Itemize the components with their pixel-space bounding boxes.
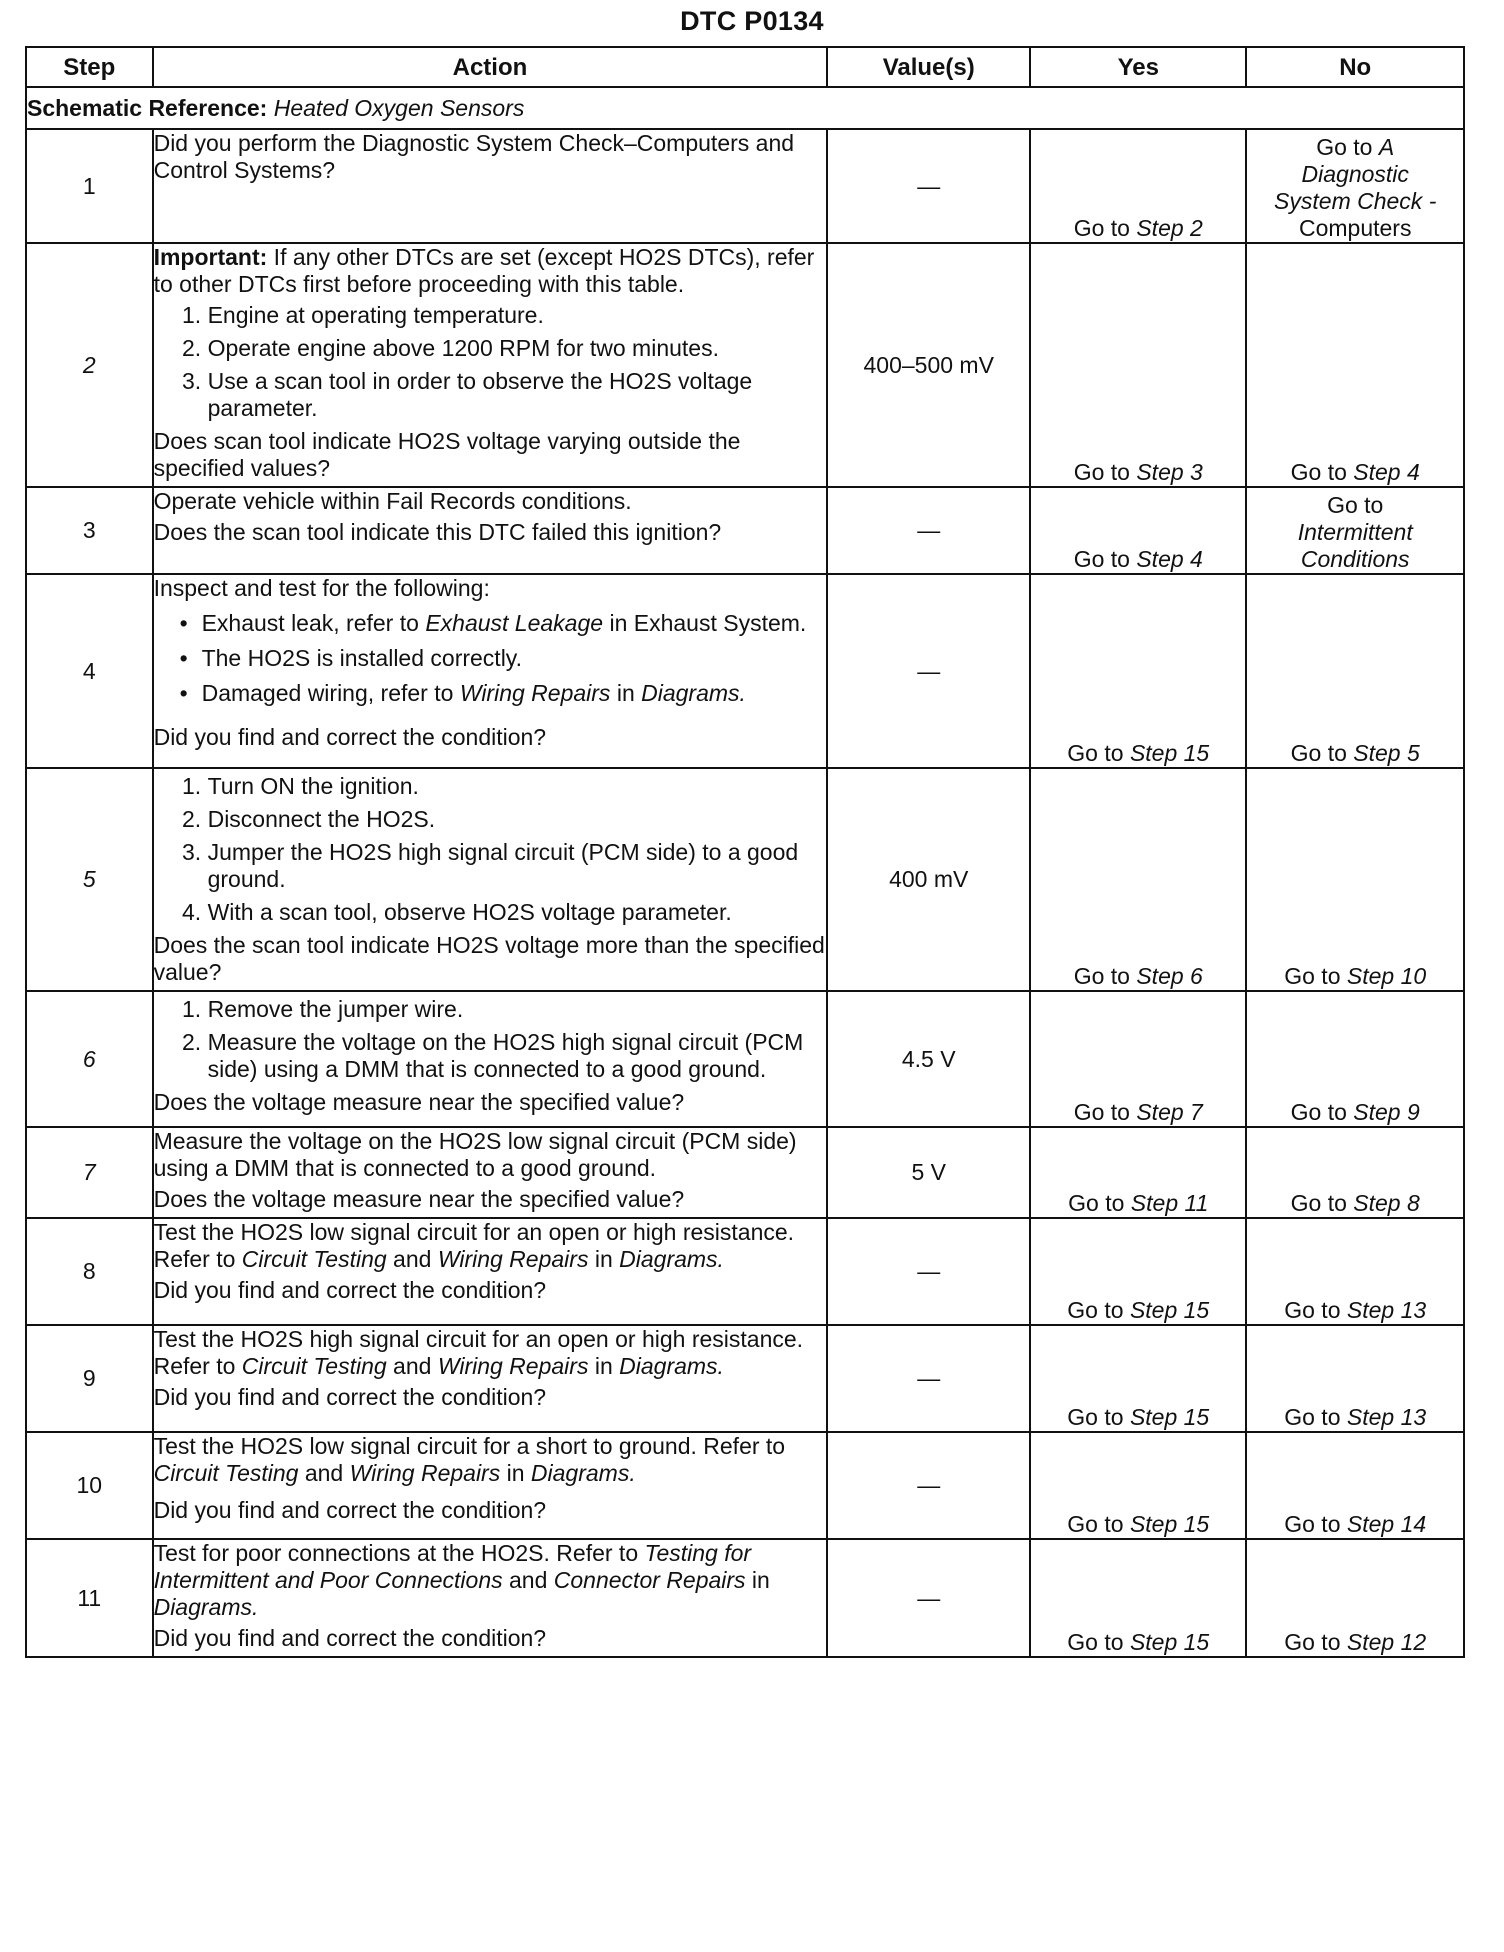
step-number: 9: [26, 1325, 153, 1432]
list-item: 2. Disconnect the HO2S.: [208, 806, 827, 833]
goto-step-link[interactable]: Step 12: [1346, 1629, 1427, 1655]
goto-step-link[interactable]: Step 13: [1346, 1297, 1427, 1323]
goto-prefix: Go to: [1284, 963, 1347, 989]
value-cell: —: [827, 129, 1030, 243]
reference-link[interactable]: Wiring Repairs: [437, 1353, 589, 1379]
list-item: 1. Engine at operating temperature.: [208, 302, 827, 329]
procedure-list: [154, 773, 827, 926]
goto-step-link[interactable]: Step 3: [1136, 459, 1203, 485]
step-number: 6: [26, 991, 153, 1127]
action-cell: [153, 768, 828, 991]
no-cell[interactable]: [1246, 1432, 1464, 1539]
action-question: Did you find and correct the condition?: [153, 1384, 547, 1410]
action-question: Did you find and correct the condition?: [153, 1625, 547, 1651]
value-cell: 5 V: [827, 1127, 1030, 1218]
action-question: Did you find and correct the condition?: [153, 1497, 547, 1523]
yes-cell[interactable]: [1030, 1218, 1246, 1325]
header-action: Action: [153, 47, 828, 87]
goto-step-link[interactable]: Step 15: [1129, 740, 1210, 766]
goto-step-link[interactable]: Step 6: [1136, 963, 1203, 989]
action-fragment: in: [745, 1567, 770, 1593]
action-question: Does the voltage measure near the specified value?: [153, 1089, 685, 1115]
list-item: [202, 610, 827, 637]
goto-prefix: Go to: [1067, 1297, 1130, 1323]
action-cell: [153, 1127, 828, 1218]
action-text: [154, 1219, 827, 1273]
table-row: [26, 574, 1464, 768]
goto-link[interactable]: A: [1378, 134, 1395, 160]
header-step: Step: [26, 47, 153, 87]
table-row: [26, 768, 1464, 991]
important-note: [154, 244, 827, 298]
value-cell: 4.5 V: [827, 991, 1030, 1127]
no-line: [1247, 134, 1463, 161]
header-no: No: [1246, 47, 1464, 87]
yes-cell[interactable]: [1030, 487, 1246, 574]
list-item: 1. Turn ON the ignition.: [208, 773, 827, 800]
action-cell: [153, 574, 828, 768]
step-number: 10: [26, 1432, 153, 1539]
goto-step-link[interactable]: Step 15: [1129, 1511, 1210, 1537]
action-question: Did you find and correct the condition?: [153, 1277, 547, 1303]
action-text: [154, 1433, 827, 1487]
yes-cell[interactable]: [1030, 129, 1246, 243]
table-row: [26, 1218, 1464, 1325]
schematic-reference: [26, 87, 1464, 129]
goto-prefix: Go to: [1316, 134, 1379, 160]
action-text: Did you perform the Diagnostic System Check–Computers and Control Systems?: [153, 130, 795, 183]
action-fragment: Test the HO2S high signal circuit for an open or high resistance. Refer to: [153, 1326, 804, 1379]
list-item: 1. Remove the jumper wire.: [208, 996, 827, 1023]
yes-cell[interactable]: [1030, 1325, 1246, 1432]
list-item: 3. Use a scan tool in order to observe the HO2S voltage parameter.: [208, 368, 827, 422]
no-cell[interactable]: [1246, 1325, 1464, 1432]
list-item: [202, 680, 827, 707]
action-cell: [153, 487, 828, 574]
goto-step-link[interactable]: Step 11: [1130, 1190, 1209, 1216]
page-title: DTC P0134: [680, 6, 824, 36]
yes-cell[interactable]: [1030, 1127, 1246, 1218]
bullet-text: in Exhaust System.: [603, 610, 807, 636]
yes-cell[interactable]: [1030, 1539, 1246, 1657]
value-cell: 400–500 mV: [827, 243, 1030, 487]
goto-prefix: Go to: [1073, 1099, 1137, 1125]
schematic-row: [26, 87, 1464, 129]
value-cell: —: [827, 487, 1030, 574]
action-text: [154, 1540, 827, 1621]
goto-prefix: Go to: [1290, 1099, 1354, 1125]
action-cell: [153, 1539, 828, 1657]
diagnostic-table: [25, 46, 1465, 1658]
goto-prefix: Go to: [1284, 1404, 1347, 1430]
goto-link[interactable]: Intermittent: [1297, 519, 1413, 545]
reference-link[interactable]: Circuit Testing: [153, 1460, 299, 1486]
no-cell[interactable]: [1246, 243, 1464, 487]
goto-prefix: Go to: [1067, 1629, 1130, 1655]
action-stack: [154, 1433, 827, 1528]
value-cell: —: [827, 574, 1030, 768]
action-cell: [153, 1218, 828, 1325]
goto-prefix: Go to: [1067, 1404, 1130, 1430]
list-item: 2. Measure the voltage on the HO2S high signal circuit (PCM side) using a DMM that is connected to a good ground.: [208, 1029, 827, 1083]
action-text: Measure the voltage on the HO2S low signal circuit (PCM side) using a DMM that is connected to a good ground.: [153, 1128, 797, 1181]
step-number: 2: [26, 243, 153, 487]
reference-link[interactable]: Diagrams.: [641, 680, 746, 706]
action-cell: [153, 243, 828, 487]
action-fragment: and: [502, 1567, 554, 1593]
goto-step-link[interactable]: Step 5: [1353, 740, 1420, 766]
reference-link[interactable]: Circuit Testing: [241, 1246, 387, 1272]
no-cell[interactable]: [1246, 1539, 1464, 1657]
no-line: [1247, 161, 1463, 188]
action-question: Does the voltage measure near the specified value?: [153, 1186, 685, 1212]
goto-step-link[interactable]: Step 8: [1353, 1190, 1420, 1216]
goto-prefix: Go to: [1284, 1629, 1347, 1655]
goto-step-link[interactable]: Step 4: [1353, 459, 1420, 485]
step-number: 1: [26, 129, 153, 243]
table-row: [26, 1127, 1464, 1218]
value-cell: —: [827, 1325, 1030, 1432]
goto-prefix: Go to: [1068, 1190, 1131, 1216]
important-label: Important:: [153, 244, 268, 270]
reference-link[interactable]: Wiring Repairs: [349, 1460, 501, 1486]
table-row: [26, 1432, 1464, 1539]
step-number: 8: [26, 1218, 153, 1325]
goto-step-link[interactable]: Step 15: [1129, 1297, 1210, 1323]
step-number: 5: [26, 768, 153, 991]
reference-link[interactable]: Exhaust Leakage: [425, 610, 604, 636]
goto-step-link[interactable]: Step 14: [1346, 1511, 1427, 1537]
reference-link[interactable]: Wiring Repairs: [459, 680, 611, 706]
bullet-text: Exhaust leak, refer to: [201, 610, 426, 636]
goto-prefix: Go to: [1290, 740, 1354, 766]
list-item: 4. With a scan tool, observe HO2S voltage parameter.: [208, 899, 827, 926]
bullet-list: [154, 610, 827, 715]
goto-step-link[interactable]: Step 15: [1129, 1404, 1210, 1430]
goto-prefix: Go to: [1290, 459, 1354, 485]
yes-cell[interactable]: [1030, 768, 1246, 991]
important-text: If any other DTCs are set (except HO2S DTCs), refer to other DTCs first before proceeding with this table.: [153, 244, 815, 297]
value-cell: —: [827, 1432, 1030, 1539]
action-fragment: in: [588, 1353, 620, 1379]
no-cell[interactable]: [1246, 1218, 1464, 1325]
bullet-text: in: [610, 680, 642, 706]
step-number: 4: [26, 574, 153, 768]
action-cell: [153, 129, 828, 243]
action-cell: [153, 991, 828, 1127]
reference-link[interactable]: Diagrams.: [153, 1594, 259, 1620]
reference-link[interactable]: Diagrams.: [619, 1353, 724, 1379]
reference-link[interactable]: Wiring Repairs: [437, 1246, 589, 1272]
goto-prefix: Go to: [1067, 740, 1130, 766]
no-cell[interactable]: [1246, 991, 1464, 1127]
action-stack: [154, 575, 827, 755]
table-row: [26, 991, 1464, 1127]
goto-step-link[interactable]: Step 4: [1136, 546, 1203, 572]
action-fragment: and: [386, 1246, 438, 1272]
header-yes: Yes: [1030, 47, 1246, 87]
goto-link[interactable]: System Check -: [1274, 188, 1437, 214]
goto-step-link[interactable]: Step 15: [1129, 1629, 1210, 1655]
value-cell: 400 mV: [827, 768, 1030, 991]
header-row: [26, 47, 1464, 87]
goto-prefix: Go to: [1290, 1190, 1354, 1216]
list-item: 2. Operate engine above 1200 RPM for two minutes.: [208, 335, 827, 362]
table-row: [26, 129, 1464, 243]
no-cell[interactable]: [1246, 1127, 1464, 1218]
no-line: Go to: [1327, 492, 1384, 518]
yes-cell[interactable]: [1030, 574, 1246, 768]
table-row: [26, 487, 1464, 574]
reference-link[interactable]: Connector Repairs: [553, 1567, 746, 1593]
goto-prefix: Go to: [1073, 963, 1137, 989]
no-cell[interactable]: [1246, 129, 1464, 243]
yes-cell[interactable]: [1030, 243, 1246, 487]
action-fragment: Test for poor connections at the HO2S. Refer to: [153, 1540, 645, 1566]
step-number: 7: [26, 1127, 153, 1218]
goto-link[interactable]: Conditions: [1300, 546, 1410, 572]
goto-prefix: Go to: [1284, 1297, 1347, 1323]
reference-link[interactable]: Diagrams.: [530, 1460, 636, 1486]
action-fragment: Test the HO2S low signal circuit for an open or high resistance. Refer to: [153, 1219, 795, 1272]
action-fragment: and: [386, 1353, 438, 1379]
value-cell: —: [827, 1218, 1030, 1325]
goto-link[interactable]: Diagnostic: [1301, 161, 1409, 187]
table-row: [26, 1325, 1464, 1432]
goto-prefix: Go to: [1073, 215, 1137, 241]
action-fragment: in: [588, 1246, 620, 1272]
action-text: [154, 1326, 827, 1380]
step-number: 11: [26, 1539, 153, 1657]
action-fragment: in: [500, 1460, 531, 1486]
list-item: 3. Jumper the HO2S high signal circuit (PCM side) to a good ground.: [208, 839, 827, 893]
step-number: 3: [26, 487, 153, 574]
no-cell[interactable]: [1246, 574, 1464, 768]
goto-prefix: Go to: [1067, 1511, 1130, 1537]
bullet-text: Damaged wiring, refer to: [201, 680, 460, 706]
goto-step-link[interactable]: Step 7: [1136, 1099, 1203, 1125]
goto-step-link[interactable]: Step 9: [1353, 1099, 1420, 1125]
action-cell: [153, 1325, 828, 1432]
goto-prefix: Go to: [1284, 1511, 1347, 1537]
schematic-label: Schematic Reference:: [27, 94, 268, 121]
yes-cell[interactable]: [1030, 991, 1246, 1127]
value-cell: —: [827, 1539, 1030, 1657]
goto-step-link[interactable]: Step 2: [1136, 215, 1203, 241]
reference-link[interactable]: Testing for Intermittent and Poor Connections: [153, 1540, 752, 1593]
goto-step-link[interactable]: Step 13: [1346, 1404, 1427, 1430]
action-question: Did you find and correct the condition?: [153, 724, 547, 750]
table-row: [26, 243, 1464, 487]
table-row: [26, 1539, 1464, 1657]
action-question: Does the scan tool indicate HO2S voltage more than the specified value?: [153, 932, 825, 985]
action-cell: [153, 1432, 828, 1539]
header-values: Value(s): [827, 47, 1030, 87]
reference-link[interactable]: Circuit Testing: [241, 1353, 387, 1379]
action-fragment: and: [298, 1460, 350, 1486]
action-fragment: Test the HO2S low signal circuit for a short to ground. Refer to: [153, 1433, 786, 1459]
procedure-list: [154, 996, 827, 1083]
no-line: [1247, 519, 1463, 546]
action-question: Does the scan tool indicate this DTC failed this ignition?: [153, 519, 722, 545]
yes-cell[interactable]: [1030, 1432, 1246, 1539]
goto-prefix: Go to: [1073, 459, 1137, 485]
no-line: Computers: [1298, 215, 1412, 241]
list-item: • The HO2S is installed correctly.: [202, 645, 827, 672]
procedure-list: [154, 302, 827, 422]
reference-link[interactable]: Diagrams.: [619, 1246, 724, 1272]
action-text: Operate vehicle within Fail Records conditions.: [153, 488, 632, 514]
no-line: [1247, 546, 1463, 573]
goto-step-link[interactable]: Step 10: [1346, 963, 1427, 989]
action-intro: Inspect and test for the following:: [153, 575, 490, 601]
goto-prefix: Go to: [1073, 546, 1137, 572]
no-cell[interactable]: [1246, 768, 1464, 991]
no-line: [1247, 188, 1463, 215]
schematic-value: Heated Oxygen Sensors: [273, 94, 525, 121]
no-cell[interactable]: [1246, 487, 1464, 574]
action-question: Does scan tool indicate HO2S voltage varying outside the specified values?: [153, 428, 741, 481]
